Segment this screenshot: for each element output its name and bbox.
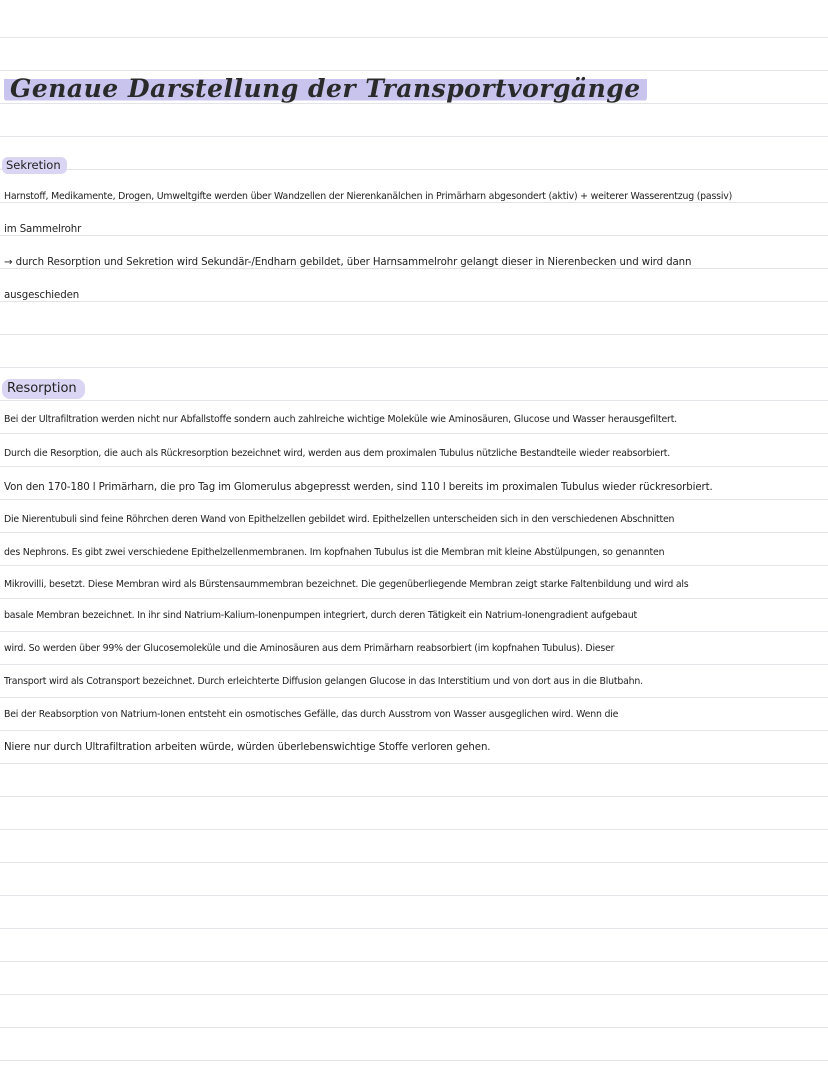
resorption-line-1: Bei der Ultrafiltration werden nicht nur Abfallstoffe sondern auch zahlreiche wichtige Moleküle wie Aminosäuren, Glucose und Wasser herausgefiltert. [4, 414, 677, 425]
sekretion-line-3: → durch Resorption und Sekretion wird Sekundär-/Endharn gebildet, über Harnsammelrohr gelangt dieser in Nierenbecken und wird dann [4, 257, 692, 268]
page-title [4, 74, 647, 103]
resorption-line-7: basale Membran bezeichnet. In ihr sind Natrium-Kalium-Ionenpumpen integriert, durch deren Tätigkeit ein Natrium-Ionengradient aufgebaut [4, 610, 637, 621]
sekretion-line-1: Harnstoff, Medikamente, Drogen, Umweltgifte werden über Wandzellen der Nierenkanälchen in Primärharn abgesondert (aktiv) + weiterer Wasserentzug (passiv) [4, 191, 733, 202]
resorption-line-6: Mikrovilli, besetzt. Diese Membran wird als Bürstensaummembran bezeichnet. Die gegenüberliegende Membran zeigt starke Faltenbildung und wird als [4, 579, 689, 590]
sekretion-line-4: ausgeschieden [4, 290, 80, 301]
resorption-line-3: Von den 170-180 l Primärharn, die pro Tag im Glomerulus abgepresst werden, sind 110 l bereits im proximalen Tubulus wieder rückresorbiert. [4, 482, 713, 493]
resorption-line-10: Bei der Reabsorption von Natrium-Ionen entsteht ein osmotisches Gefälle, das durch Ausstrom von Wasser ausgeglichen wird. Wenn die [4, 709, 619, 720]
section-heading-sekretion: Sekretion [2, 157, 67, 174]
resorption-line-4: Die Nierentubuli sind feine Röhrchen deren Wand von Epithelzellen gebildet wird. Epithelzellen unterscheiden sich in den verschiedenen Abschnitten [4, 514, 675, 525]
page-title-text: Genaue Darstellung der Transportvorgänge [4, 74, 647, 103]
section-heading-resorption: Resorption [2, 379, 85, 399]
resorption-line-8: wird. So werden über 99% der Glucosemoleküle und die Aminosäuren aus dem Primärharn reabsorbiert (im kopfnahen Tubulus). Dieser [4, 643, 615, 654]
resorption-line-5: des Nephrons. Es gibt zwei verschiedene Epithelzellenmembranen. Im kopfnahen Tubulus ist die Membran mit kleine Abstülpungen, so genannten [4, 547, 665, 558]
resorption-line-2: Durch die Resorption, die auch als Rückresorption bezeichnet wird, werden aus dem proximalen Tubulus nützliche Bestandteile wieder reabsorbiert. [4, 448, 671, 459]
sekretion-line-2: im Sammelrohr [4, 224, 82, 235]
resorption-line-9: Transport wird als Cotransport bezeichnet. Durch erleichterte Diffusion gelangen Glucose in das Interstitium und von dort aus in die Blutbahn. [4, 676, 643, 687]
resorption-line-11: Niere nur durch Ultrafiltration arbeiten würde, würden überlebenswichtige Stoffe verloren gehen. [4, 742, 491, 753]
